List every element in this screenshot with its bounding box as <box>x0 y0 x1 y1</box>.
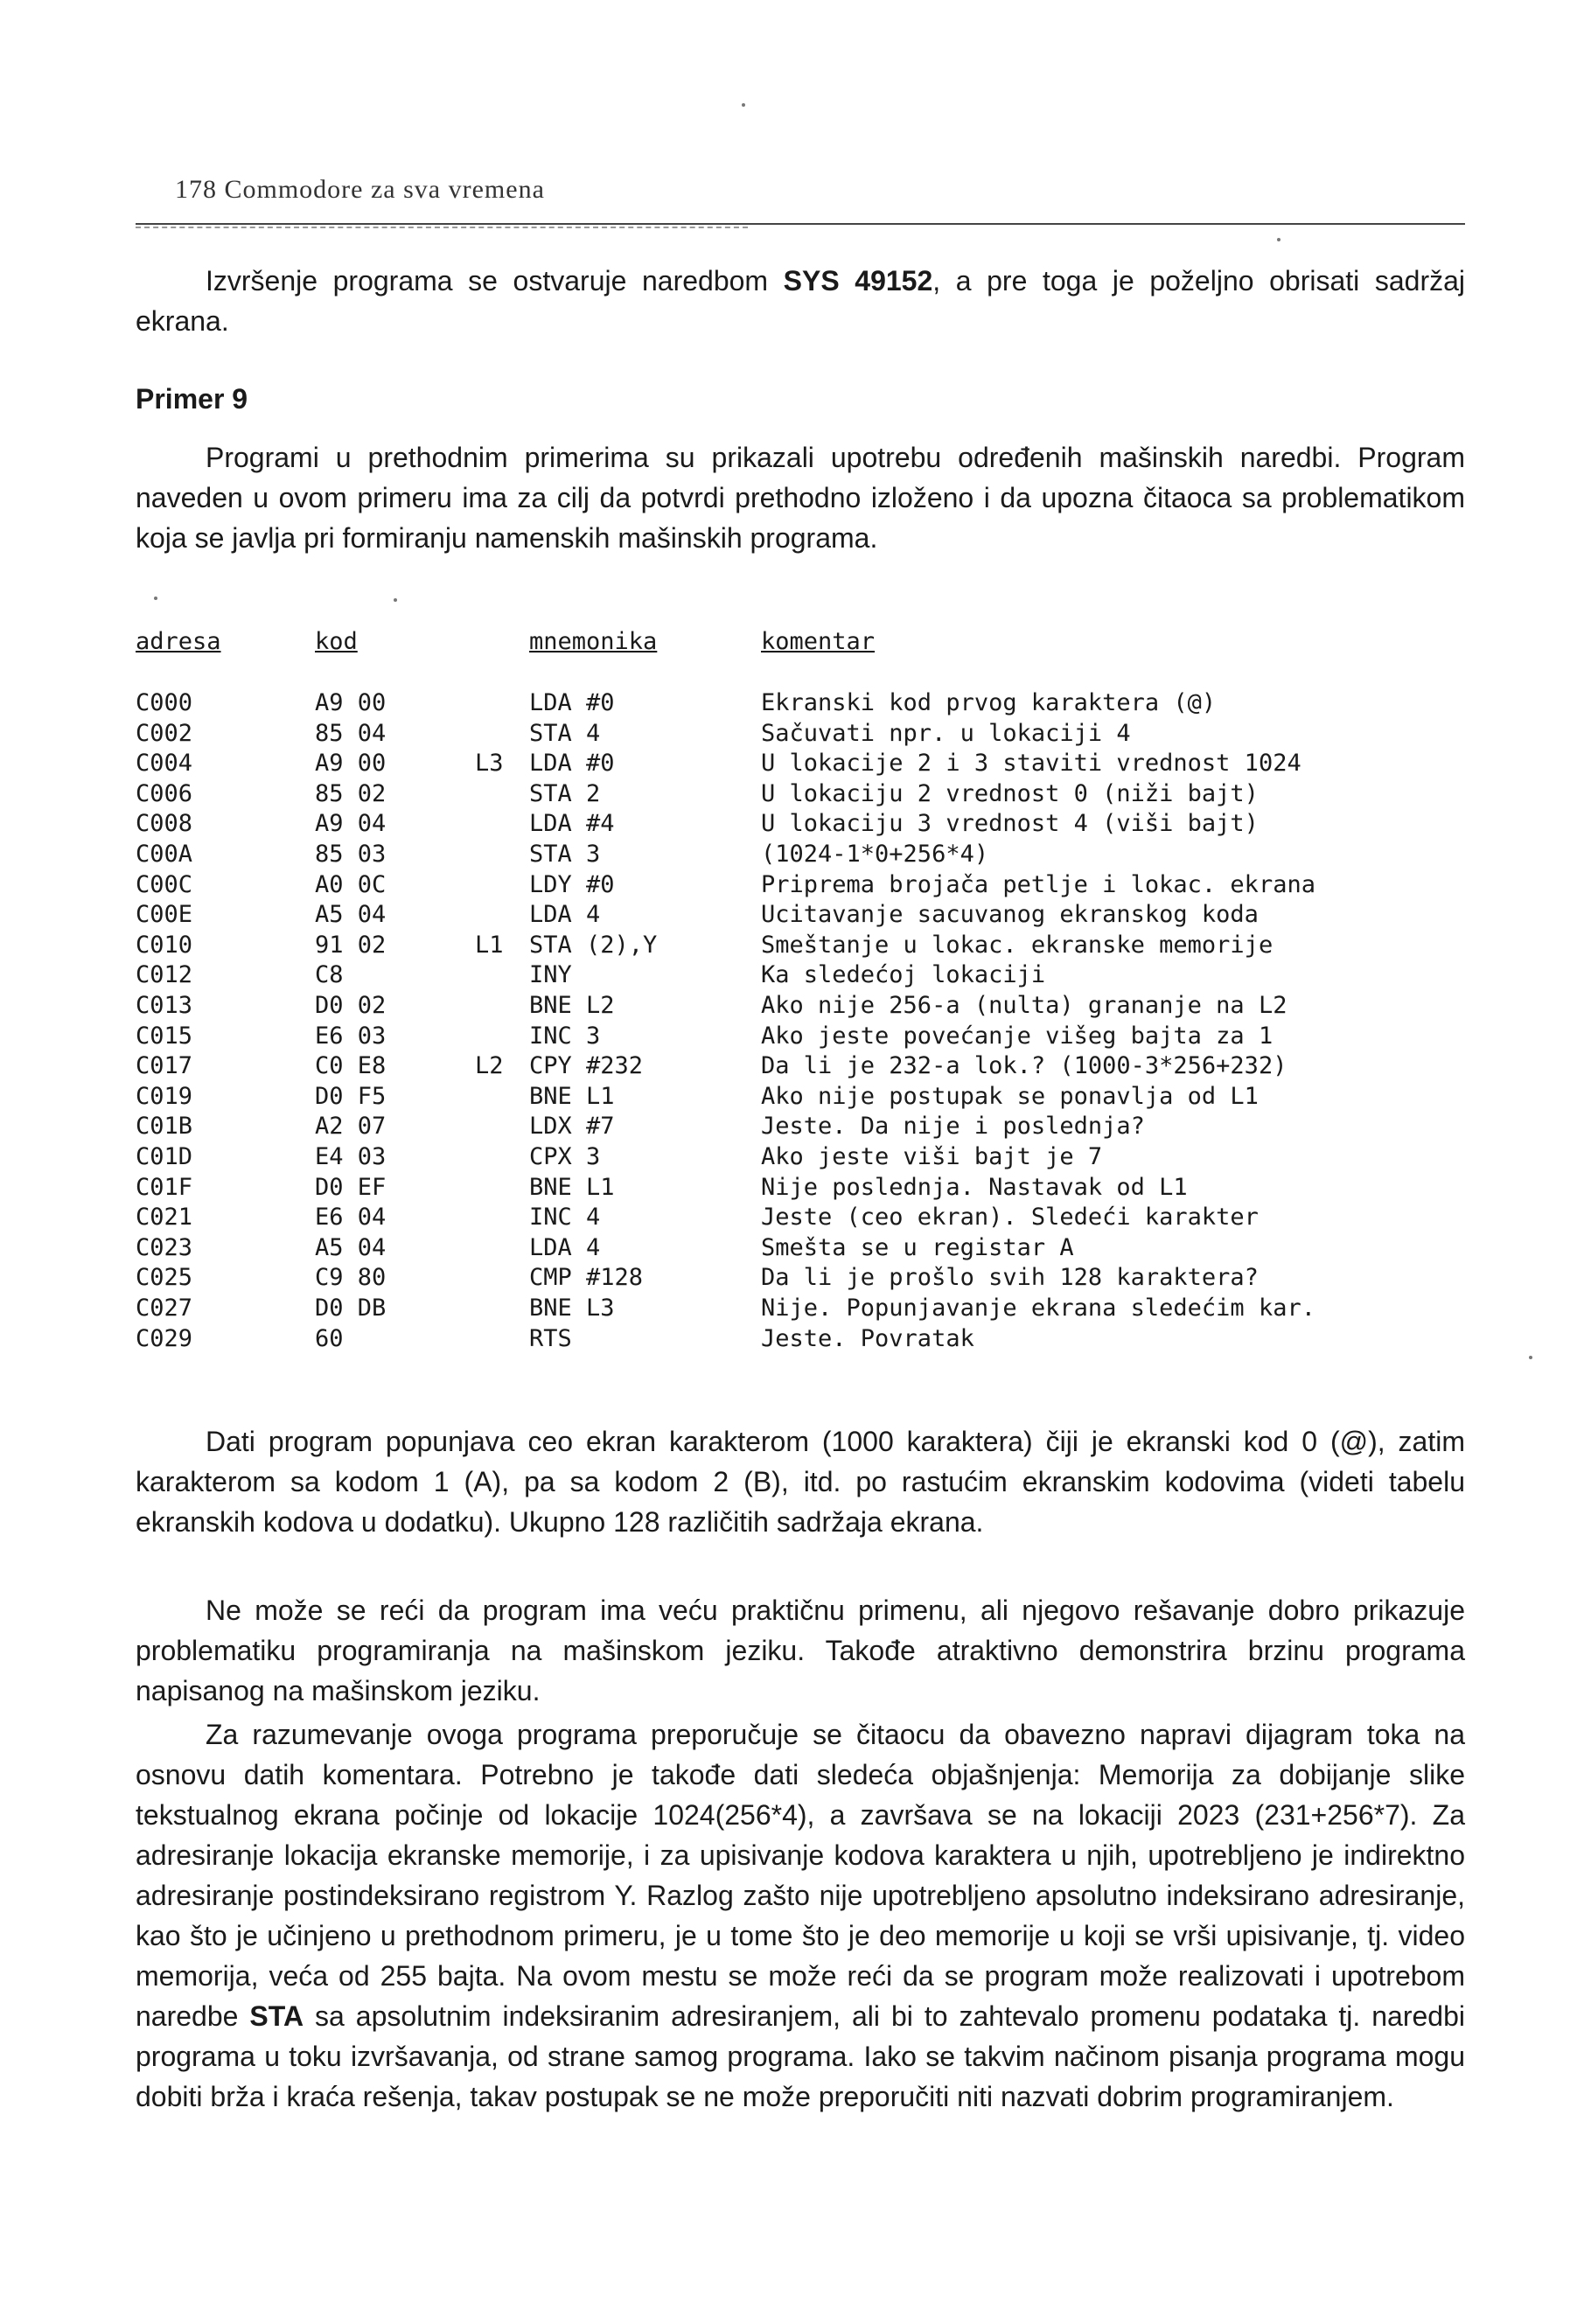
listing-row <box>136 810 1465 840</box>
comment-cell: Ako jeste viši bajt je 7 <box>761 1143 1103 1170</box>
address-cell: C015 <box>136 1022 193 1050</box>
listing-row <box>136 1143 1465 1173</box>
address-cell: C025 <box>136 1264 193 1292</box>
mnemonic-cell: INY <box>529 961 572 989</box>
comment-cell: Jeste. Povratak <box>761 1324 974 1352</box>
address-cell: C019 <box>136 1082 193 1110</box>
opcode-cell: E4 03 <box>315 1143 387 1170</box>
listing-row <box>136 720 1465 750</box>
address-cell: C023 <box>136 1233 193 1261</box>
mnemonic-cell: BNE L1 <box>529 1082 615 1110</box>
intro-text-before: Izvršenje programa se ostvaruje naredbom <box>206 265 784 297</box>
comment-cell: Nije. Popunjavanje ekrana sledećim kar. <box>761 1295 1315 1322</box>
listing-row <box>136 750 1465 779</box>
address-cell: C002 <box>136 719 193 747</box>
opcode-cell: D0 F5 <box>315 1082 387 1110</box>
label-cell: L2 <box>475 1052 504 1080</box>
mnemonic-cell: LDX #7 <box>529 1113 615 1141</box>
listing-row <box>136 871 1465 901</box>
comment-cell: Ka sledećoj lokaciji <box>761 961 1046 989</box>
mnemonic-cell: LDA 4 <box>529 1233 601 1261</box>
comment-cell: U lokaciju 2 vrednost 0 (niži bajt) <box>761 779 1259 807</box>
sta-keyword: STA <box>249 2000 304 2032</box>
comment-cell: Smešta se u registar A <box>761 1233 1074 1261</box>
listing-row <box>136 992 1465 1022</box>
address-cell: C006 <box>136 779 193 807</box>
column-header-kod: kod <box>315 628 358 655</box>
scan-speck <box>742 103 745 107</box>
opcode-cell: A0 0C <box>315 870 387 898</box>
address-cell: C008 <box>136 810 193 838</box>
mnemonic-cell: LDA #0 <box>529 689 615 716</box>
explanation-text-after: sa apsolutnim indeksiranim adresiranjem, ali bi to zahtevalo promenu podataka tj. naredbi programa u toku izvršavanja, od strane samog programa. Iako se takvim načinom pisanja programa mogu dobiti brža i kraća rešenja, takav postupak se ne može preporučiti niti nazvati dobrim programiranjem. <box>136 2000 1466 2112</box>
header-rule <box>136 223 1465 225</box>
address-cell: C029 <box>136 1324 193 1352</box>
mnemonic-cell: LDA 4 <box>529 901 601 929</box>
address-cell: C021 <box>136 1204 193 1232</box>
column-header-komentar: komentar <box>761 628 876 655</box>
mnemonic-cell: RTS <box>529 1324 572 1352</box>
comment-cell: Da li je prošlo svih 128 karaktera? <box>761 1264 1259 1292</box>
header-rule-dashed <box>136 227 748 228</box>
mnemonic-cell: INC 4 <box>529 1204 601 1232</box>
mnemonic-cell: LDA #0 <box>529 750 615 778</box>
listing-row <box>136 1052 1465 1082</box>
listing-row <box>136 1083 1465 1113</box>
listing-row <box>136 1113 1465 1142</box>
mnemonic-cell: STA 3 <box>529 841 601 868</box>
opcode-cell: D0 DB <box>315 1295 387 1322</box>
mnemonic-cell: CPX 3 <box>529 1143 601 1170</box>
paragraph-explanation <box>136 1714 1465 2117</box>
address-cell: C000 <box>136 689 193 716</box>
opcode-cell: D0 02 <box>315 992 387 1019</box>
sys-command: SYS 49152 <box>783 265 933 297</box>
comment-cell: Ako nije postupak se ponavlja od L1 <box>761 1082 1259 1110</box>
comment-cell: Ako nije 256-a (nulta) grananje na L2 <box>761 992 1287 1019</box>
mnemonic-cell: STA (2),Y <box>529 931 658 959</box>
address-cell: C00E <box>136 901 193 929</box>
mnemonic-cell: LDA #4 <box>529 810 615 838</box>
mnemonic-cell: BNE L3 <box>529 1295 615 1322</box>
section-heading: Primer 9 <box>136 383 248 415</box>
opcode-cell: D0 EF <box>315 1173 387 1201</box>
mnemonic-cell: BNE L1 <box>529 1173 615 1201</box>
address-cell: C01F <box>136 1173 193 1201</box>
opcode-cell: A9 00 <box>315 750 387 778</box>
opcode-cell: A9 04 <box>315 810 387 838</box>
opcode-cell: A2 07 <box>315 1113 387 1141</box>
mnemonic-cell: STA 4 <box>529 719 601 747</box>
address-cell: C017 <box>136 1052 193 1080</box>
address-cell: C004 <box>136 750 193 778</box>
label-cell: L3 <box>475 750 504 778</box>
comment-cell: Jeste. Da nije i poslednja? <box>761 1113 1145 1141</box>
address-cell: C027 <box>136 1295 193 1322</box>
listing-row <box>136 1264 1465 1294</box>
opcode-cell: 91 02 <box>315 931 387 959</box>
mnemonic-cell: CMP #128 <box>529 1264 644 1292</box>
comment-cell: Ucitavanje sacuvanog ekranskog koda <box>761 901 1259 929</box>
address-cell: C01B <box>136 1113 193 1141</box>
comment-cell: Nije poslednja. Nastavak od L1 <box>761 1173 1188 1201</box>
opcode-cell: A9 00 <box>315 689 387 716</box>
listing-row <box>136 932 1465 961</box>
comment-cell: U lokaciju 3 vrednost 4 (viši bajt) <box>761 810 1259 838</box>
column-header-adresa: adresa <box>136 628 221 655</box>
opcode-cell: 60 <box>315 1324 344 1352</box>
paragraph-program-description: Dati program popunjava ceo ekran karakterom (1000 karaktera) čiji je ekranski kod 0 (@), zatim karakterom sa kodom 1 (A), pa sa kodom 2 (B), itd. po rastućim ekranskim kodovima (videti tabelu ekranskih kodova u dodatku). Ukupno 128 različitih sadržaja ekrana. <box>136 1426 1465 1538</box>
column-header-mnemonika: mnemonika <box>529 628 658 655</box>
listing-row <box>136 780 1465 810</box>
comment-cell: Da li je 232-a lok.? (1000-3*256+232) <box>761 1052 1287 1080</box>
paragraph-intro-example: Programi u prethodnim primerima su prikazali upotrebu određenih mašinskih naredbi. Program naveden u ovom primeru ima za cilj da potvrdi prethodno izloženo i da upozna čitaoca sa problematikom koja se javlja pri formiranju namenskih mašinskih programa. <box>136 442 1465 554</box>
explanation-text-before: Za razumevanje ovoga programa preporučuje se čitaocu da obavezno napravi dijagram toka na osnovu datih komentara. Potrebno je takođe dati sledeća objašnjenja: Memorija za dobijanje slike tekstualnog ekrana počinje od lokacije 1024(256*4), a završava se na lokaciji 2023 (231+256*7). Za adresiranje lokacija ekranske memorije, i za upisivanje kodova karaktera u njih, upotrebljeno je indirektno adresiranje postindeksirano registrom Y. Razlog zašto nije upotrebljeno apsolutno indeksirano adresiranje, kao što je učinjeno u prethodnom primeru, je u tome što je deo memorije u koji se vrši upisivanje, tj. video memorija, veća od 255 bajta. Na ovom mestu se može reći da se program može realizovati i upotrebom naredbe <box>136 1719 1465 2032</box>
opcode-cell: C8 <box>315 961 344 989</box>
listing-row <box>136 1022 1465 1052</box>
comment-cell: U lokacije 2 i 3 staviti vrednost 1024 <box>761 750 1301 778</box>
listing-row <box>136 1325 1465 1355</box>
address-cell: C00C <box>136 870 193 898</box>
listing-row <box>136 961 1465 991</box>
listing-row <box>136 1295 1465 1324</box>
intro-text-after: , a pre toga je poželjno obrisati sadržaj ekrana. <box>136 265 1466 337</box>
address-cell: C012 <box>136 961 193 989</box>
comment-cell: Jeste (ceo ekran). Sledeći karakter <box>761 1204 1259 1232</box>
running-head: 178 Commodore za sva vremena <box>175 175 545 204</box>
listing-row <box>136 1204 1465 1233</box>
scan-speck <box>154 597 157 600</box>
listing-row <box>136 689 1465 719</box>
address-cell: C010 <box>136 931 193 959</box>
listing-row <box>136 841 1465 870</box>
mnemonic-cell: STA 2 <box>529 779 601 807</box>
mnemonic-cell: CPY #232 <box>529 1052 644 1080</box>
opcode-cell: E6 04 <box>315 1204 387 1232</box>
opcode-cell: A5 04 <box>315 1233 387 1261</box>
opcode-cell: 85 02 <box>315 779 387 807</box>
comment-cell: Priprema brojača petlje i lokac. ekrana <box>761 870 1315 898</box>
mnemonic-cell: INC 3 <box>529 1022 601 1050</box>
opcode-cell: C0 E8 <box>315 1052 387 1080</box>
paragraph-practical-use: Ne može se reći da program ima veću praktičnu primenu, ali njegovo rešavanje dobro prikazuje problematiku programiranja na mašinskom jeziku. Takođe atraktivno demonstrira brzinu programa napisanog na mašinskom jeziku. <box>136 1595 1465 1706</box>
opcode-cell: 85 03 <box>315 841 387 868</box>
opcode-cell: C9 80 <box>315 1264 387 1292</box>
comment-cell: Smeštanje u lokac. ekranske memorije <box>761 931 1273 959</box>
label-cell: L1 <box>475 931 504 959</box>
listing-row <box>136 901 1465 931</box>
intro-paragraph <box>136 261 1465 341</box>
address-cell: C00A <box>136 841 193 868</box>
mnemonic-cell: LDY #0 <box>529 870 615 898</box>
opcode-cell: E6 03 <box>315 1022 387 1050</box>
address-cell: C01D <box>136 1143 193 1170</box>
assembly-listing <box>136 628 1465 1363</box>
comment-cell: Ako jeste povećanje višeg bajta za 1 <box>761 1022 1273 1050</box>
scan-speck <box>1277 238 1280 241</box>
comment-cell: Sačuvati npr. u lokaciji 4 <box>761 719 1131 747</box>
address-cell: C013 <box>136 992 193 1019</box>
listing-row <box>136 1234 1465 1264</box>
scan-speck <box>394 598 397 602</box>
comment-cell: (1024-1*0+256*4) <box>761 841 989 868</box>
opcode-cell: A5 04 <box>315 901 387 929</box>
mnemonic-cell: BNE L2 <box>529 992 615 1019</box>
scan-speck <box>1529 1356 1532 1359</box>
listing-row <box>136 1174 1465 1204</box>
opcode-cell: 85 04 <box>315 719 387 747</box>
comment-cell: Ekranski kod prvog karaktera (@) <box>761 689 1217 716</box>
